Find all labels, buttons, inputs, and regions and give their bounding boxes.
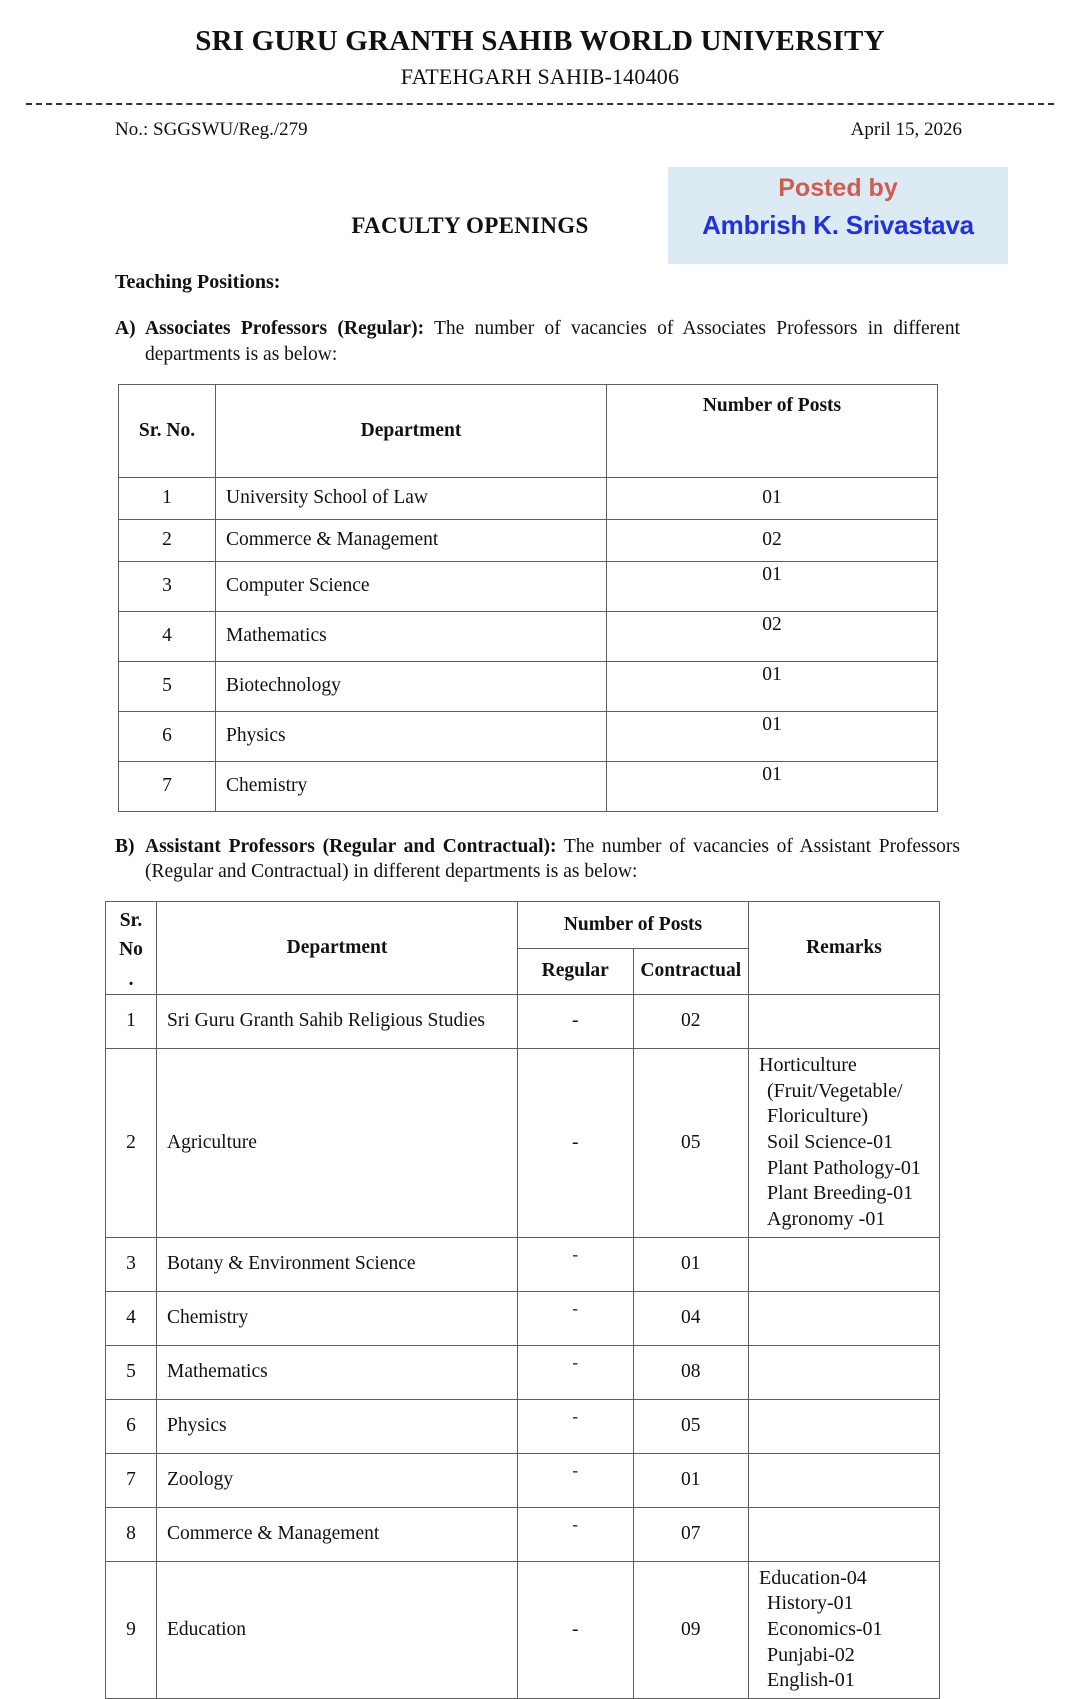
table-row: [106, 1345, 940, 1399]
table-a-cell-sr-no: 6: [119, 711, 216, 761]
section-b-text: [115, 834, 960, 885]
table-a-cell-sr-no: 5: [119, 661, 216, 711]
table-a-cell-department: Chemistry: [216, 761, 607, 811]
table-a-cell-department: Mathematics: [216, 611, 607, 661]
table-b-cell-regular: -: [518, 1048, 634, 1237]
remarks-line: Soil Science-01: [767, 1130, 894, 1153]
table-b-header-sr-no: [106, 902, 157, 995]
section-b-description: The number of vacancies of Assistant Professors (Regular and Contractual) in different departments is as below:: [145, 835, 961, 883]
table-a-cell-number-of-posts: 01: [607, 661, 938, 711]
table-row: [119, 561, 938, 611]
table-a-cell-sr-no: 2: [119, 519, 216, 561]
table-b-cell-regular: -: [518, 1345, 634, 1399]
table-b-cell-contractual: 02: [633, 994, 749, 1048]
table-b-cell-remarks: [749, 1561, 940, 1698]
table-b-cell-sr-no: 4: [106, 1291, 157, 1345]
table-b-cell-regular: -: [518, 1237, 634, 1291]
table-b-header-remarks: Remarks: [749, 902, 940, 995]
table-a-cell-number-of-posts: 02: [607, 611, 938, 661]
remarks-line: Floriculture): [767, 1105, 869, 1128]
remarks-line: (Fruit/Vegetable/: [767, 1079, 903, 1102]
table-a-cell-sr-no: 3: [119, 561, 216, 611]
table-row: [106, 994, 940, 1048]
table-b-cell-department: Mathematics: [157, 1345, 518, 1399]
table-b-cell-sr-no: 5: [106, 1345, 157, 1399]
table-b-cell-department: Education: [157, 1561, 518, 1698]
teaching-positions-label: Teaching Positions:: [115, 271, 281, 294]
table-b-body: [106, 994, 940, 1698]
section-b-heading: Assistant Professors (Regular and Contractual):: [145, 835, 557, 857]
table-b-cell-department: Zoology: [157, 1453, 518, 1507]
table-row: [106, 1507, 940, 1561]
section-b-marker: B): [115, 835, 135, 857]
table-b-cell-sr-no: 9: [106, 1561, 157, 1698]
table-row: [106, 1048, 940, 1237]
table-b-header-sr-line3: .: [128, 968, 134, 990]
table-a-header-number-of-posts: Number of Posts: [607, 384, 938, 477]
table-a-cell-sr-no: 4: [119, 611, 216, 661]
table-a-cell-sr-no: 1: [119, 477, 216, 519]
table-b-cell-remarks: [749, 1399, 940, 1453]
table-b-cell-remarks: [749, 1453, 940, 1507]
table-b-header-contractual: Contractual: [633, 948, 749, 994]
table-row: [119, 611, 938, 661]
table-row: [106, 1237, 940, 1291]
table-b-cell-department: Commerce & Management: [157, 1507, 518, 1561]
section-a-description: The number of vacancies of Associates Professors in different departments is as below:: [145, 318, 960, 365]
table-b-header-sr-line2: No: [119, 939, 143, 961]
table-b-cell-regular: -: [518, 1561, 634, 1698]
table-b-cell-contractual: 05: [633, 1399, 749, 1453]
table-a-cell-number-of-posts: 02: [607, 519, 938, 561]
posted-by-watermark: [668, 167, 1008, 264]
table-a-cell-department: Biotechnology: [216, 661, 607, 711]
table-b-cell-contractual: 09: [633, 1561, 749, 1698]
title-row: [0, 167, 1080, 271]
table-b-header-row-1: [106, 902, 940, 948]
table-b-cell-contractual: 04: [633, 1291, 749, 1345]
table-a-wrapper: [118, 384, 1080, 812]
table-a-header-sr-no: Sr. No.: [119, 384, 216, 477]
table-b-cell-department: Agriculture: [157, 1048, 518, 1237]
table-b-cell-department: Chemistry: [157, 1291, 518, 1345]
table-row: [106, 1561, 940, 1698]
table-b-cell-contractual: 08: [633, 1345, 749, 1399]
remarks-line: English-01: [767, 1669, 855, 1692]
university-location: FATEHGARH SAHIB-140406: [400, 63, 680, 89]
table-a-cell-department: Physics: [216, 711, 607, 761]
table-b-cell-department: Sri Guru Granth Sahib Religious Studies: [157, 994, 518, 1048]
table-a-cell-department: Computer Science: [216, 561, 607, 611]
table-b-cell-remarks: [749, 994, 940, 1048]
table-b-cell-regular: -: [518, 994, 634, 1048]
table-b-cell-sr-no: 6: [106, 1399, 157, 1453]
remarks-line: Plant Pathology-01: [767, 1156, 921, 1179]
remarks-line: Education-04: [759, 1566, 867, 1589]
remarks-line: Horticulture: [759, 1053, 857, 1076]
table-b-cell-sr-no: 3: [106, 1237, 157, 1291]
section-a-heading: Associates Professors (Regular):: [145, 318, 425, 340]
table-b-cell-contractual: 01: [633, 1453, 749, 1507]
table-b-header-sr-line1: Sr.: [119, 910, 143, 932]
table-row: [119, 761, 938, 811]
table-b-cell-remarks: [749, 1507, 940, 1561]
remarks-line: Agronomy -01: [767, 1208, 886, 1230]
table-a-cell-number-of-posts: 01: [607, 477, 938, 519]
associate-professors-table: [118, 384, 938, 812]
remarks-line: History-01: [767, 1592, 854, 1615]
table-b-cell-remarks: [749, 1237, 940, 1291]
table-b-cell-sr-no: 8: [106, 1507, 157, 1561]
table-b-cell-regular: -: [518, 1453, 634, 1507]
table-a-cell-department: Commerce & Management: [216, 519, 607, 561]
table-b-cell-remarks: [749, 1048, 940, 1237]
table-b-wrapper: [105, 901, 1080, 1699]
table-row: [119, 477, 938, 519]
remarks-line: Economics-01: [767, 1618, 883, 1641]
reference-line: [0, 119, 1080, 141]
table-a-header-row: [119, 384, 938, 477]
table-a-body: [119, 477, 938, 811]
posted-by-label: Posted by: [778, 174, 898, 203]
table-b-cell-contractual: 01: [633, 1237, 749, 1291]
table-b-cell-regular: -: [518, 1507, 634, 1561]
table-a-cell-number-of-posts: 01: [607, 561, 938, 611]
table-row: [106, 1399, 940, 1453]
table-a-cell-number-of-posts: 01: [607, 761, 938, 811]
table-row: [106, 1291, 940, 1345]
section-b: [0, 834, 1080, 885]
remarks-line: Plant Breeding-01: [767, 1182, 914, 1205]
table-b-cell-sr-no: 2: [106, 1048, 157, 1237]
table-b-cell-remarks: [749, 1345, 940, 1399]
table-b-cell-sr-no: 7: [106, 1453, 157, 1507]
section-a: [0, 316, 1080, 367]
table-a-cell-number-of-posts: 01: [607, 711, 938, 761]
document-date: April 15, 2026: [850, 119, 962, 141]
table-b-header-regular: Regular: [518, 948, 634, 994]
reference-number: No.: SGGSWU/Reg./279: [115, 119, 308, 141]
table-a-head: [119, 384, 938, 477]
table-a-header-department: Department: [216, 384, 607, 477]
table-row: [119, 661, 938, 711]
table-b-cell-contractual: 07: [633, 1507, 749, 1561]
table-a-cell-sr-no: 7: [119, 761, 216, 811]
table-b-cell-regular: -: [518, 1291, 634, 1345]
table-row: [119, 711, 938, 761]
table-b-cell-department: Botany & Environment Science: [157, 1237, 518, 1291]
table-b-cell-remarks: [749, 1291, 940, 1345]
table-b-cell-regular: -: [518, 1399, 634, 1453]
header-divider: [26, 103, 1054, 105]
page-title: FACULTY OPENINGS: [351, 213, 589, 239]
table-b-header-number-of-posts: Number of Posts: [518, 902, 749, 948]
table-b-head: [106, 902, 940, 995]
section-a-text: [115, 316, 960, 367]
table-row: [106, 1453, 940, 1507]
document-page: [0, 25, 1080, 1692]
university-title: SRI GURU GRANTH SAHIB WORLD UNIVERSITY: [195, 25, 885, 57]
table-row: [119, 519, 938, 561]
posted-by-name: Ambrish K. Srivastava: [702, 210, 974, 241]
section-a-marker: A): [115, 318, 136, 340]
table-b-cell-department: Physics: [157, 1399, 518, 1453]
table-b-cell-contractual: 05: [633, 1048, 749, 1237]
table-a-cell-department: University School of Law: [216, 477, 607, 519]
remarks-line: Punjabi-02: [767, 1643, 855, 1666]
assistant-professors-table: [105, 901, 940, 1699]
table-b-header-department: Department: [157, 902, 518, 995]
table-b-cell-sr-no: 1: [106, 994, 157, 1048]
